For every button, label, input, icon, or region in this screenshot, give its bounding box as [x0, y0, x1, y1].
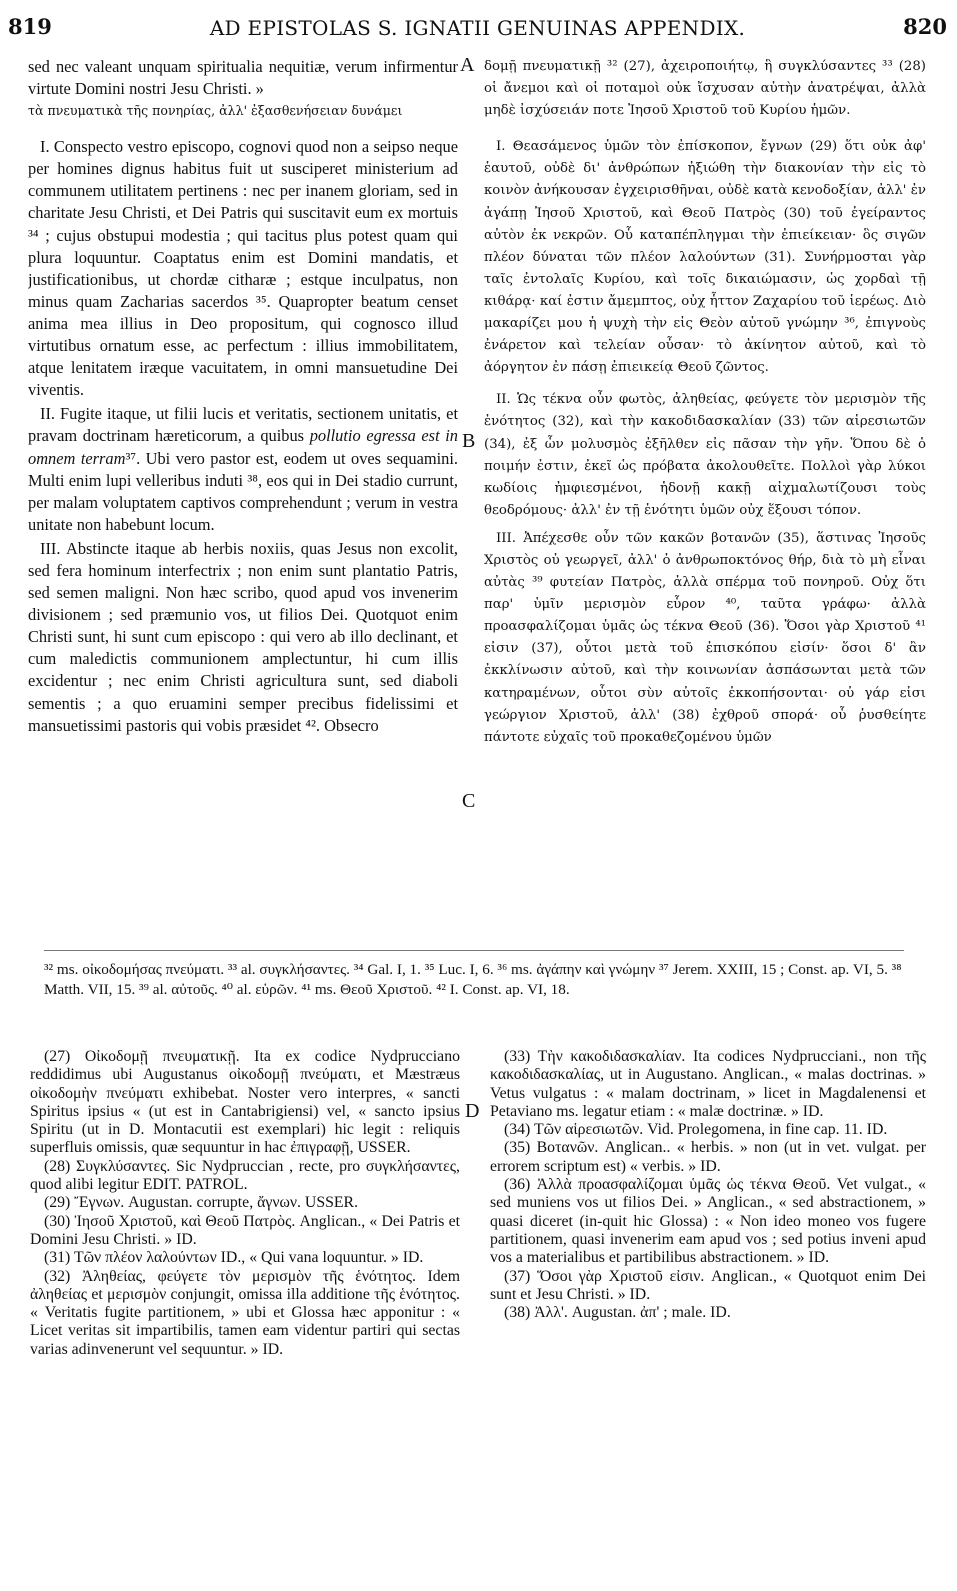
note-29: (29) Ἔγνων. Augustan. corrupte, ἄγνων. USSER. [44, 1194, 359, 1212]
column-marker-c: C [462, 790, 476, 812]
page-number-left: 819 [8, 14, 52, 39]
greek-paragraph-2: II. Ὡς τέκνα οὖν φωτὸς, ἀληθείας, φεύγετε τὸν μερισμὸν τῆς ἑνότητος (32), καὶ τὴν κακοδιδασκαλίαν (33) τῶν αἱρεσιωτῶν (34), ἐξ ὧν μολυσμὸς ἐξῆλθεν εἰς πᾶσαν τὴν γῆν. Ὅπου δὲ ὁ ποιμήν ἐστιν, ἐκεῖ ὡς πρόβατα ἀκολουθεῖτε. Πολλοὶ γὰρ λύκοι κωδίοις ἠμφιεσμένοι, ἡδονῇ κακῇ αἰχμαλωτίζουσι τοὺς θεοδρόμους· ἀλλ' ἐν τῇ ἑνότητι ὑμῶν οὐχ ἕξουσι τόπον. [484, 392, 926, 518]
note-31: (31) Τῶν πλέον λαλούντων ID., « Qui vana loquuntur. » ID. [44, 1249, 424, 1267]
greek-column [484, 56, 926, 946]
footnote-line: ³² ms. οἰκοδομήσας πνεύματι. ³³ al. συγκλήσαντες. ³⁴ Gal. I, 1. ³⁵ Luc. I, 6. ³⁶ ms. ἀγάπην καὶ γνώμην ³⁷ Jerem. XXIII, 15 ; Const. ap. VI, 5. ³⁸ Matth. VII, 15. ³⁹ al. αὐτοῦς. ⁴⁰ al. εὑρῶν. ⁴¹ ms. Θεοῦ Χριστοῦ. ⁴² I. Const. ap. VI, 18. [44, 961, 902, 998]
greek-inline-phrase: τὰ πνευματικὰ τῆς πονηρίας, ἀλλ' ἐξασθενήσειαν δυνάμει [28, 103, 403, 119]
footnote-rule [44, 950, 904, 951]
note-34: (34) Τῶν αἱρεσιωτῶν. Vid. Prolegomena, in fine cap. 11. ID. [504, 1121, 888, 1139]
note-27: (27) Οἰκοδομῇ πνευματικῇ. Ita ex codice Nydprucciano reddidimus ubi Augustanus οἰκοδομῇ πνεύματι, et Mæstræus οἰκοδομὴν πνεύματι exhibebat. Noster vero interpres, « sancti Spiritus ipsius « (ut est in Cantabrigiensi) vel, « sancto ipsius Spiritu (ut in D. Montacutii est exemplari) hic legit : reliquis superfluis omissis, quæ sequuntur in hac ἐπιγραφῇ, USSER. [30, 1048, 460, 1157]
latin-paragraph-1: I. Conspecto vestro episcopo, cognovi quod non a seipso neque per homines dignus habitus fuit ut susciperet ministerium ad communem utilitatem pertinens : nec per inanem gloriam, sed in charitate Jesu Christi, et Dei Patris qui suscitavit eum ex mortuis ³⁴ ; cujus obstupui modestia ; qui tacitus plus potest quam qui plura loquuntur. Coaptatus enim est Domini mandatis, et justificationibus, ut chordæ citharæ ; estque inculpatus, non minus quam Zacharias sacerdos ³⁵. Quapropter beatum censet anima mea illius in Deo propositum, qui cognosco illud virtutibus ornatum esse, ac perfectum : illius immobilitatem, atque lenitatem iræque vacuitatem, in omni mansuetudine Dei viventis. [28, 137, 458, 400]
latin-paragraph-3: III. Abstincte itaque ab herbis noxiis, quas Jesus non excolit, sed fera hominum interfectrix ; non enim sunt plantatio Patris, sed semen maligni. Non hæc scribo, quod apud vos invenerim divisionem ; sed præmunio vos, ut filios Dei. Quotquot enim Christi sunt, hi sunt cum episcopo : qui vero ab illo declinant, et cum maledictis communionem amplectuntur, hi cum illis excidentur ; nec enim Christi agricultura sunt, sed diaboli sementis ; a quo eruamini semper precibus fidelissimi et mansuetissimi pastoris qui vobis præsidet ⁴². Obsecro [28, 538, 458, 735]
note-28: (28) Συγκλύσαντες. Sic Nydpruccian , recte, pro συγκλήσαντες, quod alibi legitur EDIT. PATROL. [30, 1157, 460, 1194]
note-32: (32) Ἀληθείας, φεύγετε τὸν μερισμὸν τῆς ἑνότητος. Idem ἀληθείας et μερισμὸν conjungit, omissa illa additione τῆς ἑνότητος. « Veritatis fugite partitionem, » ubi et Glossa hæc apponitur : « Licet veritas sit impartibilis, tamen eam videntur partiri qui sectas varias adinvenerunt vel sequuntur. » ID. [30, 1267, 460, 1358]
running-title: AD EPISTOLAS S. IGNATII GENUINAS APPENDIX. [209, 16, 746, 40]
latin-paragraph-2-start: II. Fugite itaque, ut filii lucis et veritatis, sectionem unitatis, et pravam doctrinam hæreticorum, a quibus [28, 404, 458, 446]
column-marker-a: A [460, 54, 475, 76]
greek-paragraph-0: δομῇ πνευματικῇ ³² (27), ἀχειροποιήτῳ, ἣ συγκλύσαντες ³³ (28) οἱ ἄνεμοι καὶ οἱ ποταμοὶ οὐκ ἴσχυσαν αὐτὴν ἀνατρέψαι, ἀλλὰ μηδὲ ἰσχύσειάν ποτε Ἰησοῦ Χριστοῦ τοῦ Κυρίου ἡμῶν. [484, 59, 926, 119]
note-37: (37) Ὅσοι γὰρ Χριστοῦ εἰσιν. Anglican., « Quotquot enim Dei sunt et Jesu Christi. » ID. [490, 1267, 926, 1303]
footnote-references [44, 960, 929, 1000]
note-30: (30) Ἰησοῦ Χριστοῦ, καὶ Θεοῦ Πατρὸς. Anglican., « Dei Patris et Domini Jesu Christi. » ID. [30, 1212, 460, 1248]
note-36: (36) Ἀλλὰ προασφαλίζομαι ὑμᾶς ὡς τέκνα Θεοῦ. Vet vulgat., « sed muniens vos ut filios Dei. » Anglican., « sed abstractionem, » quasi diceret (in-quit hic Glossa) : « Non ideo moneo vos fugere partitionem, quasi invenerim eam apud vos ; sed potius inveni apud vos a materialibus et partibilibus abstractionem. » ID. [490, 1176, 926, 1267]
page-number-right: 820 [903, 14, 947, 39]
greek-paragraph-3: III. Ἀπέχεσθε οὖν τῶν κακῶν βοτανῶν (35), ἅστινας Ἰησοῦς Χριστὸς οὐ γεωργεῖ, ἀλλ' ὁ ἀνθρωποκτόνος θήρ, διὰ τὸ μὴ εἶναι αὐτὰς ³⁹ φυτείαν Πατρὸς, ἀλλὰ σπέρμα τοῦ πονηροῦ. Οὐχ ὅτι παρ' ὑμῖν μερισμὸν εὗρον ⁴⁰, ταῦτα γράφω· ἀλλὰ προασφαλίζομαι ὑμᾶς ὡς τέκνα Θεοῦ (36). Ὅσοι γὰρ Χριστοῦ ⁴¹ εἰσιν (37), οὗτοι μετὰ τοῦ ἐπισκόπου εἰσίν· ὅσοι δ' ἂν ἐκκλίνωσιν αὐτοῦ, καὶ τὴν κοινωνίαν ἀσπάσωνται μετὰ τῶν κατηραμένων, οὗτοι σὺν αὐτοῖς ἐκκοπήσονται· οὐ γάρ εἰσι γεώργιον Χριστοῦ, ἀλλ' (38) ἐχθροῦ σπορά· οὗ ῥυσθείητε πάντοτε εὐχαῖς τοῦ προκαθεζομένου ὑμῶν [484, 530, 926, 745]
latin-column [28, 56, 458, 946]
page-header [8, 14, 947, 44]
latin-paragraph-2-end: ³⁷. Ubi vero pastor est, eodem ut oves sequamini. Multi enim lupi velleribus induti ³⁸, eos qui in Dei stadio currunt, per malam voluptatem captivos comprehendunt ; verum in vestra unitate non habebunt locum. [28, 448, 458, 534]
notes-left-column [30, 1048, 460, 1578]
latin-paragraph-0: sed nec valeant unquam spiritualia nequitiæ, verum infirmentur virtute Domini nostri Jesu Christi. » [28, 57, 458, 99]
column-marker-b: B [462, 430, 476, 452]
column-marker-d: D [465, 1100, 480, 1122]
notes-right-column [490, 1048, 926, 1578]
latin-paragraph-2-italic: pollutio egressa est in omnem terram [28, 426, 458, 468]
greek-paragraph-1: I. Θεασάμενος ὑμῶν τὸν ἐπίσκοπον, ἔγνων (29) ὅτι οὐκ ἀφ' ἑαυτοῦ, οὐδὲ δι' ἀνθρώπων ἠξιώθη τὴν διακονίαν τὴν εἰς τὸ κοινὸν ἀνήκουσαν ἐγχειρισθῆναι, οὐδὲ κατὰ κενοδοξίαν, ἀλλ' ἐν ἀγάπῃ Ἰησοῦ Χριστοῦ, καὶ Θεοῦ Πατρὸς (30) τοῦ ἐγείραντος αὐτὸν ἐκ νεκρῶν. Οὗ καταπέπληγμαι τὴν ἐπιείκειαν· ὃς σιγῶν πλέον δύναται τῶν πλέον λαλούντων (31). Συνήρμοσται γὰρ ταῖς ἐντολαῖς Κυρίου, καὶ τοῖς δικαιώμασιν, ὡς χορδαὶ τῇ κιθάρᾳ· καί ἐστιν ἄμεμπτος, οὐχ ἧττον Ζαχαρίου τοῦ ἱερέως. Διὸ μακαρίζει μου ἡ ψυχὴ τὴν εἰς Θεὸν αὐτοῦ γνώμην ³⁶, ἐπιγνοὺς ἐνάρετον καὶ τελείαν οὖσαν· τὸ ἀκίνητον αὐτοῦ, καὶ τὸ ἀόργητον ἐν πάσῃ ἐπιεικείᾳ Θεοῦ ζῶντος. [484, 139, 926, 376]
note-38: (38) Ἀλλ'. Augustan. ἀπ' ; male. ID. [504, 1304, 731, 1322]
note-33: (33) Τὴν κακοδιδασκαλίαν. Ita codices Nydprucciani., non τῆς κακοδιδασκαλίας, ut in Augustano. Anglican., « malas doctrinas. » Vetus vulgatus : « malam doctrinam, » licet in Magdalenensi et Petaviano ms. legatur etiam : « malæ doctrinæ. » ID. [490, 1048, 926, 1120]
latin-paragraph-2 [28, 403, 458, 536]
note-35: (35) Βοτανῶν. Anglican.. « herbis. » non (ut in vet. vulgat. per errorem scriptum est) « verbis. » ID. [490, 1139, 926, 1175]
